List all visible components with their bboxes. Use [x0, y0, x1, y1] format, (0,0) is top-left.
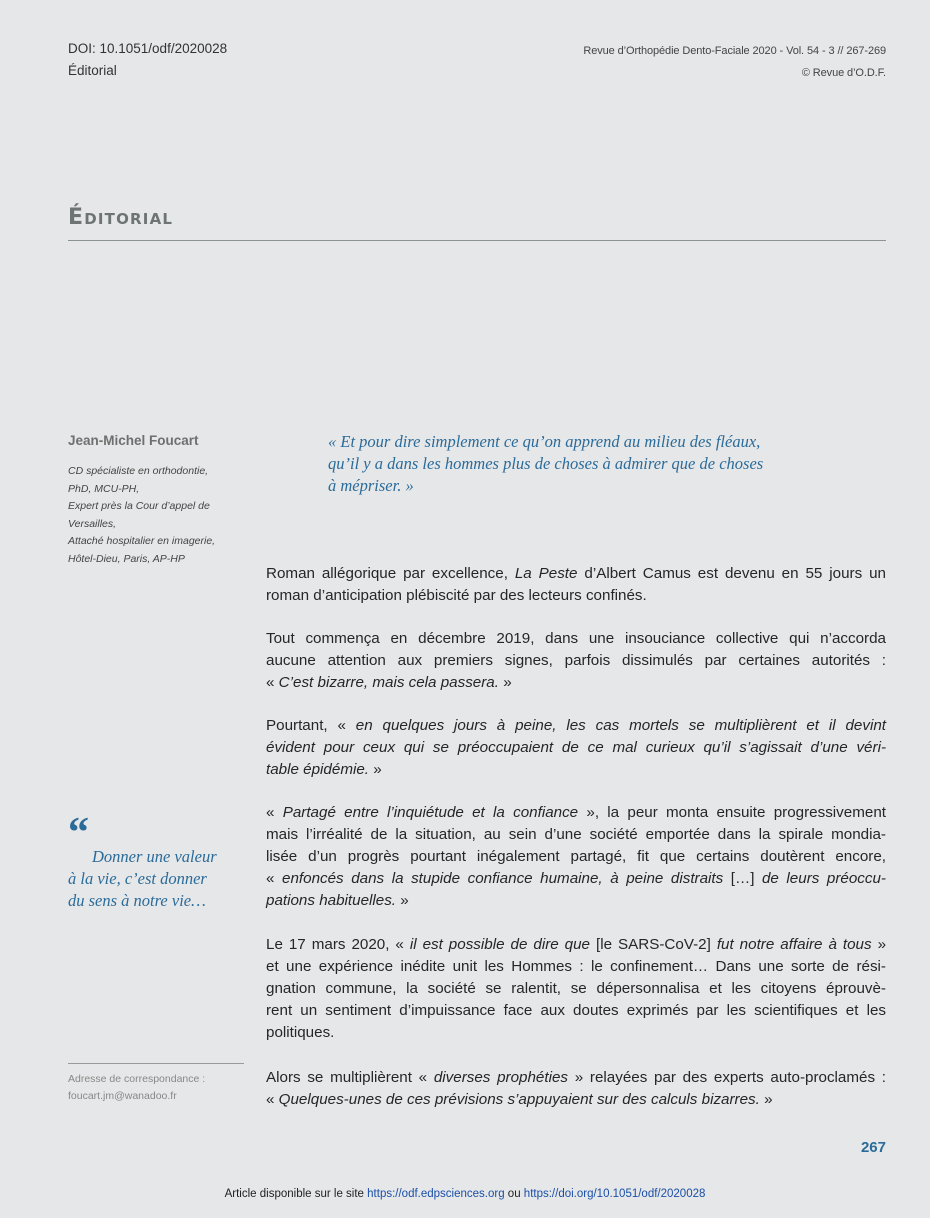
text-line: roman d’anticipation plébiscité par des lecteurs confinés. — [266, 587, 647, 604]
correspondence-label: Adresse de correspondance : — [68, 1073, 206, 1085]
body-paragraph-6 — [266, 1067, 886, 1111]
text-line: politiques. — [266, 1024, 335, 1041]
text-line: « C’est bizarre, mais cela passera. » — [266, 674, 512, 691]
text-line: Pourtant, « en quelques jours à peine, les cas mortels se multiplièrent et il devint — [266, 717, 886, 734]
body-paragraph-1 — [266, 563, 886, 607]
body-paragraph-4 — [266, 802, 886, 912]
text-line: mais l’irréalité de la situation, au sein d’une société emportée dans la spirale mondia- — [266, 826, 886, 843]
text-line: et une expérience inédite unit les Hommes : le confinement… Dans une sorte de rési- — [266, 958, 886, 975]
journal-link[interactable]: https://odf.edpsciences.org — [367, 1188, 505, 1200]
page-number: 267 — [860, 1139, 886, 1156]
text-line: « enfoncés dans la stupide confiance humaine, à peine distraits […] de leurs préoccu- — [266, 870, 886, 887]
body-paragraph-3 — [266, 715, 886, 781]
body-paragraph-2 — [266, 628, 886, 694]
text-line: gnation commune, la société se ralentit, se dépersonnalisa et les citoyens éprouvè- — [266, 980, 886, 997]
body-paragraph-5 — [266, 934, 886, 1044]
text-line: Alors se multiplièrent « diverses prophéties » relayées par des experts auto-proclamés : — [266, 1069, 887, 1086]
header-left — [68, 38, 227, 82]
footer — [0, 1188, 930, 1200]
section-label: Éditorial — [68, 63, 117, 78]
text-line: « Partagé entre l’inquiétude et la confiance », la peur monta ensuite progressivement — [266, 804, 886, 821]
text-line: évident pour ceux qui se préoccupaient de ce mal curieux qu’il s’agissait d’une véri- — [266, 739, 886, 756]
affiliation-line: CD spécialiste en orthodontie, — [68, 465, 209, 477]
epigraph — [328, 431, 848, 497]
text-line: « Quelques-unes de ces prévisions s’appuyaient sur des calculs bizarres. » — [266, 1091, 773, 1108]
quote-mark-icon: “ — [68, 810, 89, 856]
page-title: Éditorial — [68, 205, 174, 230]
pull-quote-line: Donner une valeur — [92, 847, 217, 866]
journal-citation: Revue d’Orthopédie Dento-Faciale 2020 - Vol. 54 - 3 // 267-269 — [583, 45, 886, 57]
text-line: Roman allégorique par excellence, La Peste d’Albert Camus est devenu en 55 jours un — [266, 565, 887, 582]
author-name: Jean-Michel Foucart — [68, 433, 199, 448]
pull-quote-line: à la vie, c’est donner — [68, 869, 207, 888]
pull-quote-line: du sens à notre vie… — [68, 891, 206, 910]
footer-prefix: Article disponible sur le site — [224, 1188, 368, 1200]
text-line: lisée d’un progrès pourtant inégalement partagé, fit que certains doutèrent encore, — [266, 848, 886, 865]
text-line: rent un sentiment d’impuissance face aux doutes exprimés par les scientifiques et les — [266, 1002, 886, 1019]
epigraph-line: à mépriser. » — [328, 476, 414, 495]
text-line: pations habituelles. » — [266, 892, 409, 909]
pull-quote — [68, 846, 248, 912]
affiliation-line: Expert près la Cour d’appel de — [68, 500, 210, 512]
header-right — [583, 40, 886, 84]
epigraph-line: « Et pour dire simplement ce qu’on apprend au milieu des fléaux, — [328, 432, 761, 451]
copyright: © Revue d’O.D.F. — [801, 67, 886, 79]
doi-link[interactable]: https://doi.org/10.1051/odf/2020028 — [523, 1188, 706, 1200]
title-divider — [68, 240, 886, 241]
affiliation-line: Hôtel-Dieu, Paris, AP-HP — [68, 552, 185, 565]
doi: DOI: 10.1051/odf/2020028 — [68, 41, 228, 56]
correspondence-email[interactable]: foucart.jm@wanadoo.fr — [68, 1090, 177, 1102]
text-line: table épidémie. » — [266, 761, 382, 778]
text-line: Le 17 mars 2020, « il est possible de dire que [le SARS-CoV-2] fut notre affaire à tous » — [266, 936, 887, 953]
affiliation-line: PhD, MCU-PH, — [68, 482, 140, 495]
affiliation-line: Attaché hospitalier en imagerie, — [68, 535, 216, 547]
author-affiliations — [68, 463, 248, 568]
epigraph-line: qu’il y a dans les hommes plus de choses à admirer que de choses — [328, 454, 764, 473]
correspondence-divider — [68, 1063, 244, 1064]
text-line: Tout commença en décembre 2019, dans une insouciance collective qui n’accorda — [266, 630, 886, 647]
affiliation-line: Versailles, — [68, 517, 117, 530]
footer-middle: ou — [504, 1188, 524, 1200]
correspondence — [68, 1071, 205, 1105]
text-line: aucune attention aux premiers signes, parfois dissimulés par certaines autorités : — [266, 652, 886, 669]
